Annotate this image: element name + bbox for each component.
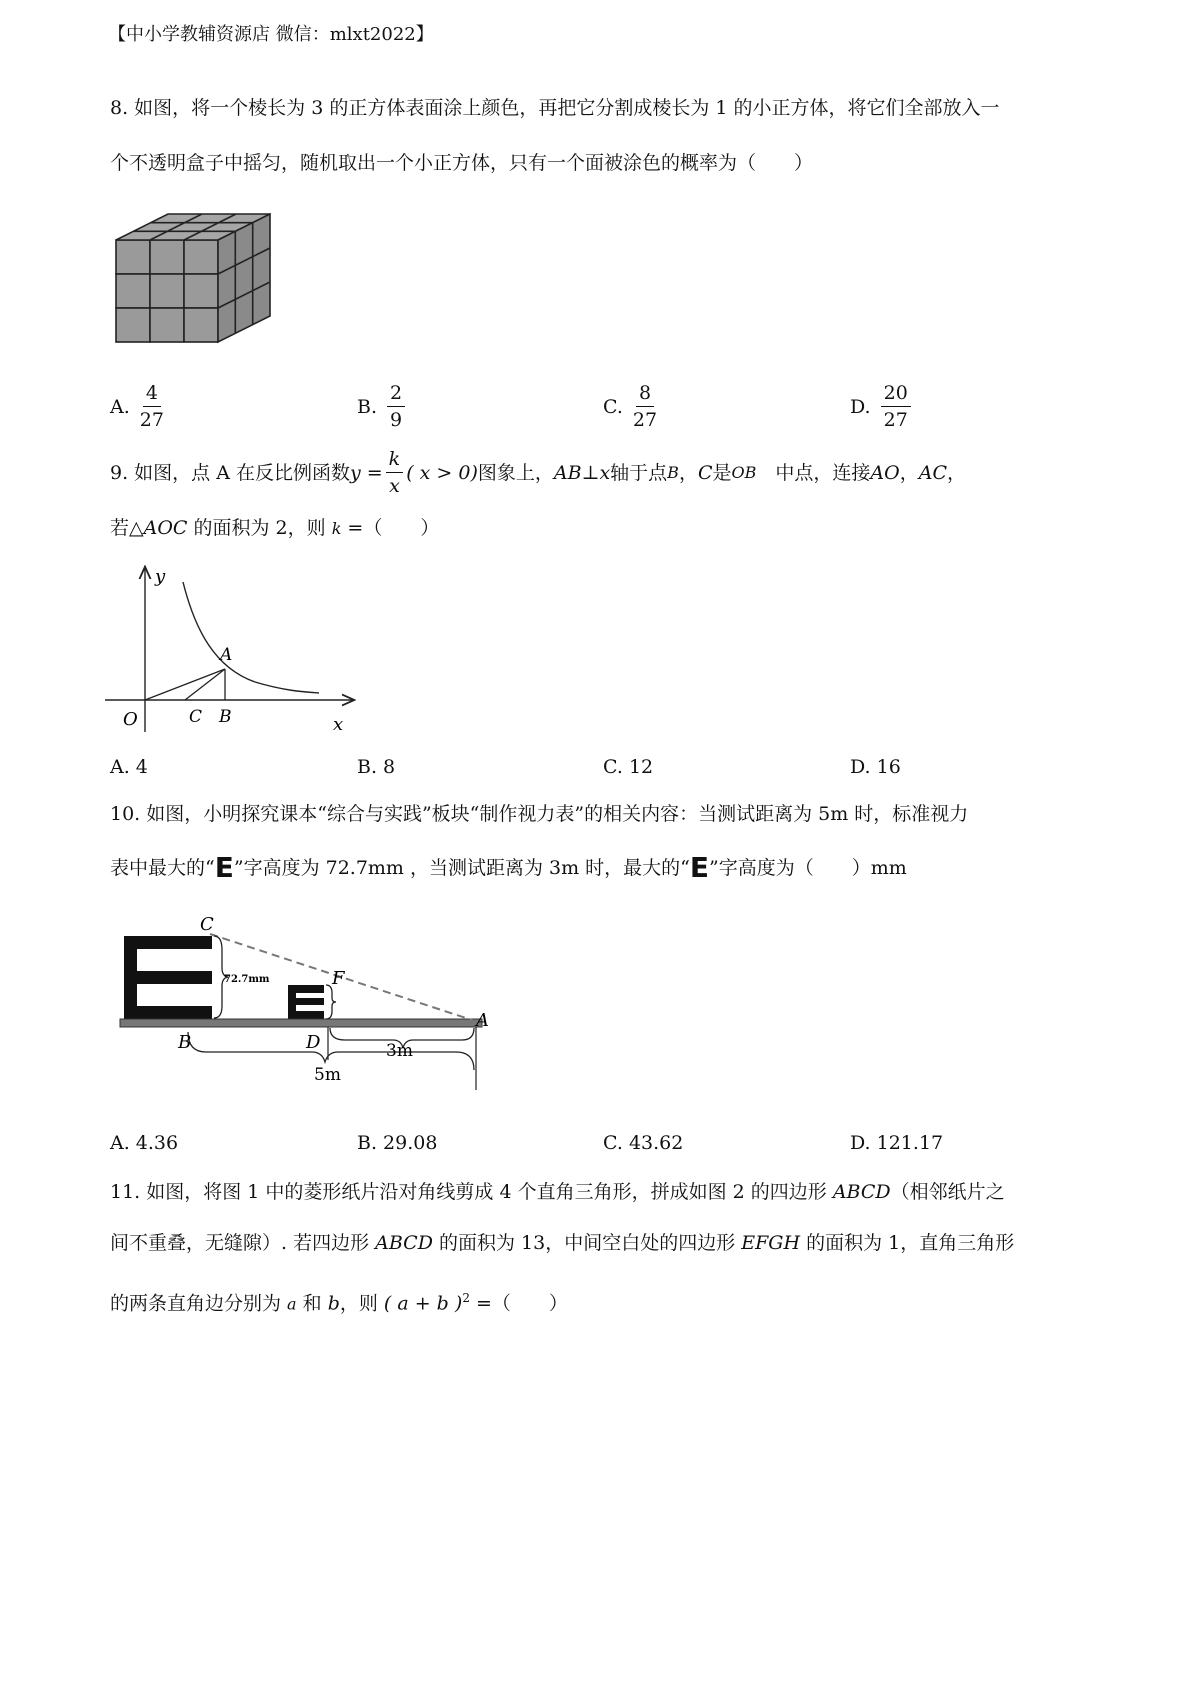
fraction — [387, 382, 405, 431]
q11-text: =（ ） — [469, 1292, 568, 1315]
fn-y: y = — [349, 461, 383, 484]
segment-ao — [145, 669, 225, 700]
fig-label-c: C — [200, 914, 214, 935]
math-ob: OB — [731, 462, 757, 482]
math-exponent: 2 — [462, 1291, 470, 1305]
fig-label-height: 72.7mm — [224, 974, 270, 985]
segment-ac — [185, 669, 225, 700]
q10-text-line2 — [110, 851, 907, 884]
q11-text: 和 — [296, 1292, 328, 1315]
q10-text-line1: 10. 如图，小明探究课本“综合与实践”板块“制作视力表”的相关内容：当测试距离为 5m 时，标准视力 — [110, 803, 969, 825]
fraction-denominator: 27 — [883, 409, 908, 431]
header-watermark: 【中小学教辅资源店 微信：mlxt2022】 — [108, 24, 434, 45]
e-glyph: E — [689, 851, 710, 884]
q9-text: 中点，连接 — [756, 461, 871, 484]
q9-text: ， — [678, 461, 698, 484]
fig-label-b: B — [178, 1032, 192, 1053]
q9-text-line1 — [110, 448, 966, 497]
q8-option-a[interactable] — [110, 382, 164, 431]
fraction-numerator: 8 — [636, 382, 654, 407]
hyperbola-curve — [183, 582, 319, 693]
graph-label-c: C — [189, 707, 203, 727]
cube-front-cell — [116, 274, 150, 308]
q8-cube-figure — [110, 205, 285, 355]
fig-label-d: D — [306, 1032, 321, 1053]
cube-front-cell — [150, 274, 184, 308]
q10-option-b[interactable]: B. 29.08 — [357, 1132, 438, 1154]
cube-front-cell — [150, 308, 184, 342]
q11-text: （相邻纸片之 — [890, 1181, 1005, 1203]
math-c: C — [697, 461, 713, 484]
q9-text: 轴于点 — [610, 461, 668, 484]
cube-front-cell — [184, 274, 218, 308]
q9-text: ， — [947, 461, 967, 484]
q11-text: ，则 — [339, 1292, 384, 1315]
math-ao: AO — [870, 461, 900, 484]
math-a: a — [287, 1294, 297, 1314]
q9-option-d[interactable]: D. 16 — [850, 756, 901, 778]
q9-text: 9. 如图，点 A 在反比例函数 — [110, 461, 350, 484]
option-letter: D. — [850, 395, 871, 418]
fraction — [633, 382, 657, 431]
fraction-denominator: 9 — [390, 409, 403, 431]
q8-text-line1: 8. 如图，将一个棱长为 3 的正方体表面涂上颜色，再把它分割成棱长为 1 的小正方体，将它们全部放入一 — [110, 97, 1000, 119]
q9-option-b[interactable]: B. 8 — [357, 756, 396, 778]
q10-vision-chart-figure — [110, 910, 490, 1090]
fraction — [140, 382, 164, 431]
q11-text: 11. 如图，将图 1 中的菱形纸片沿对角线剪成 4 个直角三角形，拼成如图 2 的四边形 — [110, 1181, 833, 1203]
q9-text: 是 — [712, 461, 732, 484]
q11-text: 的面积为 1，直角三角形 — [800, 1232, 1015, 1254]
math-b: b — [327, 1292, 340, 1315]
cube-front-cell — [150, 240, 184, 274]
graph-label-o: O — [123, 709, 138, 730]
fn-denominator: x — [389, 475, 400, 497]
height-brace-small — [326, 985, 336, 1019]
perp-symbol: ⊥ — [581, 461, 600, 484]
fn-condition: ( x > 0) — [406, 461, 478, 484]
e-glyph: E — [214, 851, 234, 884]
fraction-denominator: 27 — [632, 409, 658, 431]
math-b: B — [667, 462, 679, 482]
q11-text-line1 — [110, 1179, 1005, 1205]
math-aoc: AOC — [143, 517, 188, 539]
q9-text-line2 — [110, 515, 439, 542]
big-e-letter — [124, 936, 212, 1019]
q8-text-line2: 个不透明盒子中摇匀，随机取出一个小正方体，只有一个面被涂色的概率为（ ） — [110, 152, 814, 174]
cube-front-cell — [184, 240, 218, 274]
q10-text: ”字高度为 72.7mm ，当测试距离为 3m 时，最大的“ — [233, 857, 690, 879]
fig-label-5m: 5m — [314, 1065, 341, 1085]
graph-label-y: y — [155, 566, 166, 587]
fig-label-3m: 3m — [386, 1041, 413, 1061]
fn-fraction — [386, 448, 404, 497]
math-ab: AB — [553, 461, 582, 484]
option-letter: C. — [603, 395, 623, 418]
q9-text: ， — [899, 461, 919, 484]
cube-front-cell — [184, 308, 218, 342]
q11-text-line3 — [110, 1285, 568, 1317]
q10-option-a[interactable]: A. 4.36 — [110, 1132, 179, 1154]
q9-text: 图象上， — [477, 461, 554, 484]
q9-option-a[interactable]: A. 4 — [110, 756, 148, 778]
option-letter: B. — [357, 395, 378, 418]
graph-label-a: A — [220, 645, 233, 665]
math-expression: ( a + b ) — [383, 1292, 463, 1315]
q8-option-d[interactable] — [850, 382, 911, 431]
fraction — [881, 382, 911, 431]
fraction-numerator: 20 — [881, 382, 911, 407]
math-efgh: EFGH — [741, 1232, 801, 1254]
option-letter: A. — [110, 395, 130, 418]
q9-function-graph — [105, 560, 365, 740]
graph-label-b: B — [219, 707, 232, 727]
q11-text-line2 — [110, 1230, 1014, 1256]
q9-text: =（ ） — [341, 517, 440, 539]
fraction-numerator: 4 — [143, 382, 161, 407]
q9-text: 若△ — [110, 517, 144, 539]
math-abcd: ABCD — [375, 1232, 433, 1254]
fig-label-a: A — [476, 1010, 489, 1031]
q8-option-c[interactable] — [603, 382, 657, 431]
q11-text: 的两条直角边分别为 — [110, 1292, 288, 1315]
q10-option-c[interactable]: C. 43.62 — [603, 1132, 684, 1154]
small-e-letter — [288, 985, 324, 1019]
fig-label-f: F — [332, 968, 345, 989]
cube-front-cell — [116, 240, 150, 274]
q10-text: ”字高度为（ ）mm — [709, 857, 907, 879]
math-x: x — [599, 461, 611, 484]
fraction-denominator: 27 — [139, 409, 164, 431]
q11-text: 的面积为 13，中间空白处的四边形 — [432, 1232, 742, 1254]
ground-bar — [120, 1019, 482, 1027]
math-k: k — [331, 519, 342, 538]
q8-option-b[interactable] — [357, 382, 405, 431]
math-ac: AC — [918, 461, 947, 484]
graph-label-x: x — [333, 714, 344, 735]
q10-text: 表中最大的“ — [110, 857, 215, 879]
q9-option-c[interactable]: C. 12 — [603, 756, 654, 778]
q10-option-d[interactable]: D. 121.17 — [850, 1132, 944, 1154]
q9-text: 的面积为 2，则 — [187, 517, 332, 539]
cube-front-cell — [116, 308, 150, 342]
fn-numerator: k — [386, 448, 404, 473]
math-abcd: ABCD — [832, 1181, 891, 1203]
fraction-numerator: 2 — [387, 382, 405, 407]
q11-text: 间不重叠，无缝隙）. 若四边形 — [110, 1232, 376, 1254]
